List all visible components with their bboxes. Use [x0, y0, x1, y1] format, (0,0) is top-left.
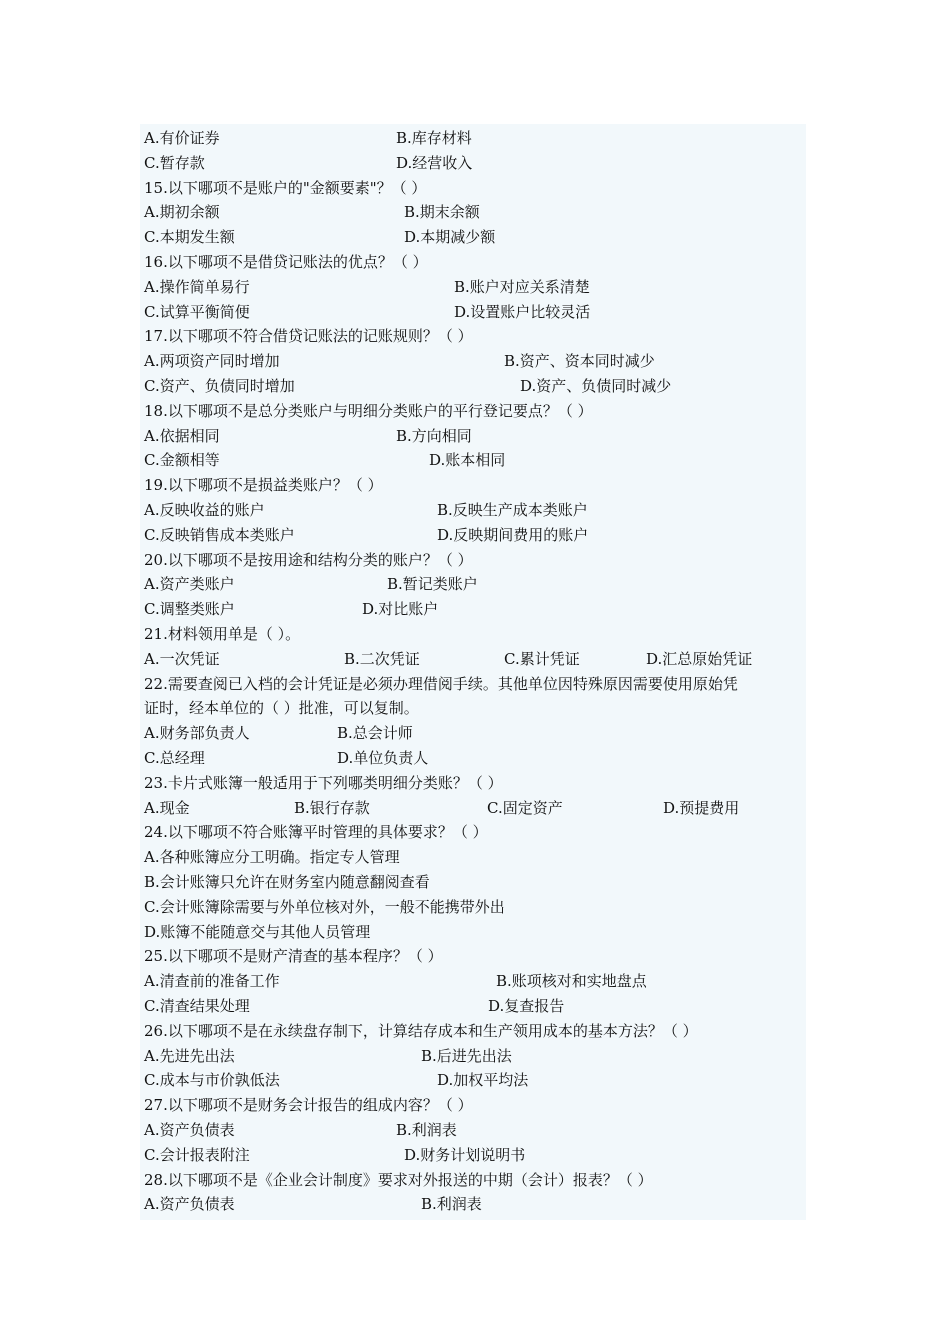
option-b: D.设置账户比较灵活 — [454, 302, 591, 321]
option-b: B.后进先出法 — [421, 1046, 512, 1065]
option-b: B.账项核对和实地盘点 — [496, 972, 647, 991]
question-text: 19.以下哪项不是损益类账户？（ ） — [144, 476, 383, 495]
option-a: A.有价证券 — [144, 129, 220, 147]
option-b: B.总会计师 — [337, 724, 413, 743]
option-b: B.利润表 — [421, 1195, 482, 1214]
option-a: C.清查结果处理 — [144, 997, 250, 1015]
question-text: 18.以下哪项不是总分类账户与明细分类账户的平行登记要点？（ ） — [144, 401, 593, 420]
question-text: 26.以下哪项不是在永续盘存制下，计算结存成本和生产领用成本的基本方法？（ ） — [144, 1021, 698, 1040]
option-a: A.先进先出法 — [144, 1046, 235, 1065]
option-b: D.账本相同 — [429, 451, 506, 470]
option-d: D.预提费用 — [663, 798, 740, 817]
question-text: 20.以下哪项不是按用途和结构分类的账户？（ ） — [144, 550, 473, 569]
option-b: D.对比账户 — [362, 600, 439, 619]
question-text: 15.以下哪项不是账户的"金额要素"？（ ） — [144, 178, 427, 197]
option-a: A.现金 — [144, 798, 190, 817]
option-c: C.累计凭证 — [504, 649, 580, 668]
option-b: D.经营收入 — [396, 153, 473, 172]
question-text: D.账簿不能随意交与其他人员管理 — [144, 922, 371, 941]
option-a: C.调整类账户 — [144, 600, 235, 619]
option-a: C.会计报表附注 — [144, 1145, 250, 1164]
question-text: 25.以下哪项不是财产清查的基本程序？（ ） — [144, 947, 443, 966]
option-b: B.期末余额 — [404, 203, 480, 222]
option-a: A.两项资产同时增加 — [144, 352, 280, 371]
question-text: 24.以下哪项不符合账簿平时管理的具体要求？（ ） — [144, 823, 488, 842]
question-text: 23.卡片式账簿一般适用于下列哪类明细分类账？（ ） — [144, 773, 503, 792]
question-list — [140, 124, 806, 1220]
option-a: A.财务部负责人 — [144, 724, 250, 743]
option-b: B.反映生产成本类账户 — [437, 501, 588, 519]
option-b: D.本期减少额 — [404, 228, 496, 247]
option-b: B.利润表 — [396, 1121, 457, 1139]
option-a: C.成本与市价孰低法 — [144, 1071, 280, 1090]
option-b: B.方向相同 — [396, 426, 472, 445]
option-c: C.固定资产 — [487, 798, 563, 817]
option-b: D.复查报告 — [488, 997, 565, 1015]
option-a: C.本期发生额 — [144, 228, 235, 247]
option-b: D.财务计划说明书 — [404, 1145, 526, 1164]
question-text: A.各种账簿应分工明确。指定专人管理 — [144, 848, 400, 867]
question-text: C.会计账簿除需要与外单位核对外，一般不能携带外出 — [144, 897, 505, 916]
question-text: 证时，经本单位的（ ）批准，可以复制。 — [144, 699, 419, 718]
question-text: 27.以下哪项不是财务会计报告的组成内容？（ ） — [144, 1096, 473, 1115]
option-a: C.反映销售成本类账户 — [144, 525, 295, 544]
option-a: A.期初余额 — [144, 203, 220, 222]
option-a: A.资产负债表 — [144, 1195, 235, 1214]
option-b: B.账户对应关系清楚 — [454, 277, 590, 296]
option-b: B.库存材料 — [396, 129, 472, 147]
option-d: D.汇总原始凭证 — [646, 649, 753, 668]
option-b: B.资产、资本同时减少 — [504, 352, 655, 371]
option-a: C.资产、负债同时增加 — [144, 377, 295, 395]
option-a: A.资产类账户 — [144, 575, 235, 594]
option-a: A.依据相同 — [144, 426, 220, 445]
option-a: C.金额相等 — [144, 451, 220, 470]
option-a: A.操作简单易行 — [144, 277, 250, 296]
question-text: 17.以下哪项不符合借贷记账法的记账规则？（ ） — [144, 327, 473, 346]
option-a: A.资产负债表 — [144, 1121, 235, 1139]
option-b: D.加权平均法 — [437, 1071, 529, 1090]
option-b: B.银行存款 — [294, 798, 370, 817]
option-b: D.单位负责人 — [337, 749, 429, 767]
option-a: C.试算平衡简便 — [144, 302, 250, 321]
option-a: A.清查前的准备工作 — [144, 972, 280, 991]
option-a: A.一次凭证 — [144, 649, 220, 668]
option-a: C.总经理 — [144, 749, 205, 767]
option-b: B.暂记类账户 — [387, 575, 478, 594]
option-b: B.二次凭证 — [344, 649, 420, 668]
option-b: D.反映期间费用的账户 — [437, 525, 589, 544]
option-b: D.资产、负债同时减少 — [520, 377, 672, 395]
question-text: 16.以下哪项不是借贷记账法的优点？（ ） — [144, 253, 428, 271]
question-text: 22.需要查阅已入档的会计凭证是必须办理借阅手续。其他单位因特殊原因需要使用原始凭 — [144, 674, 738, 693]
question-text: 21.材料领用单是（ ）。 — [144, 625, 301, 643]
option-a: C.暂存款 — [144, 153, 205, 172]
question-text: B.会计账簿只允许在财务室内随意翻阅查看 — [144, 873, 430, 891]
option-a: A.反映收益的账户 — [144, 501, 265, 519]
question-text: 28.以下哪项不是《企业会计制度》要求对外报送的中期（会计）报表？（ ） — [144, 1170, 653, 1189]
